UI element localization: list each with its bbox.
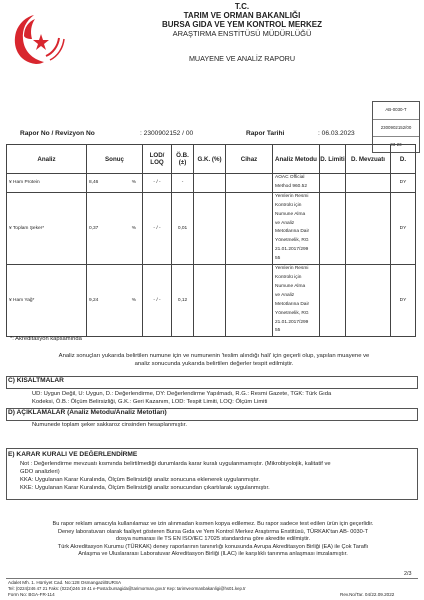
col-d: D.: [391, 145, 416, 174]
report-date-label: Rapor Tarihi: [246, 130, 285, 137]
method-line: Numune Alma: [275, 211, 306, 217]
header-ministry: TARIM VE ORMAN BAKANLIĞI: [183, 11, 301, 20]
accreditation-note: *: Akreditasyon kapsamında: [10, 336, 82, 342]
section-c-body: [32, 390, 331, 406]
decision-rule-line: KKA: Uygulanan Karar Kuralında, Ölçüm Belirsizliği analiz sonucuna eklenerek uygulanmıştır.: [20, 477, 261, 483]
gk-cell: [194, 174, 226, 193]
footer-divider: [6, 578, 418, 579]
section-e-body: [20, 460, 331, 492]
footer-contact: Tel: (0224)246 47 21 Faks: (0224)246 19 41 e-Posta:bursagida@tarimorman.gov.tr Kep: tarimveormanbakanligi@hs01.kep.tr: [8, 586, 246, 591]
section-e-title: E) KARAR KURALI VE DEĞERLENDİRME: [8, 451, 138, 458]
limit-cell: [320, 192, 346, 264]
results-note-line: analiz sonucunda yukarıda belirtilen değerler tespit edilmiştir.: [134, 361, 294, 367]
ob-cell: 0,12: [172, 265, 194, 337]
abbreviations-line: Kodeksi, Ö.B.: Ölçüm Belirsizliği, G.K.: Geri Kazanım, LOD: Tespit Limiti, LOQ: Ölçüm Limiti: [32, 399, 268, 405]
method-line: Yönetmelik, RG: [275, 310, 309, 316]
cihaz-cell: [226, 265, 273, 337]
col-gk: G.K. (%): [194, 145, 226, 174]
results-table: [6, 144, 416, 337]
method-cell: [273, 192, 320, 264]
col-lod-loq: LOD/ LOQ: [143, 145, 172, 174]
stamp-date: 03-23: [390, 142, 402, 148]
results-note: [12, 352, 416, 368]
result-unit: %: [131, 225, 136, 231]
method-line: Yönetmelik, RG: [275, 238, 309, 244]
result-unit: %: [131, 298, 136, 304]
col-sonuc: Sonuç: [87, 145, 143, 174]
header-center: BURSA GIDA VE YEM KONTROL MERKEZ: [161, 20, 322, 29]
mevzuat-cell: [346, 265, 391, 337]
results-note-line: Analiz sonuçları yukarıda belirtilen numune için ve numunenin 'teslim alındığı hali' için geçerli olup, yapılan muayene ve: [58, 353, 370, 359]
method-line: Metotlarına Dair: [275, 229, 310, 235]
section-c-title-box: [6, 376, 418, 389]
col-ob: Ö.B. (±): [172, 145, 194, 174]
col-analiz: Analiz: [7, 145, 87, 174]
section-d-line: Numunede toplam şeker sakkaroz cinsinden hesaplanmıştır.: [32, 422, 187, 428]
closing-line: Türk Akreditasyon Kurumu (TÜRKAK) deney raporlarının tanınırlığı konusunda Avrupa Akreditasyon Birliği (EA) ile Çok Taraflı: [57, 543, 369, 550]
ob-cell: 0,01: [172, 192, 194, 264]
method-line: ve Analiz: [275, 220, 295, 226]
col-cihaz: Cihaz: [226, 145, 273, 174]
lod-loq-cell: - / -: [143, 174, 172, 193]
footer-revision: Rev.No/Tar. 04/22.09.2022: [340, 592, 395, 597]
header-institute: ARAŞTIRMA ENSTİTÜSÜ MÜDÜRLÜĞÜ: [172, 29, 312, 38]
decision-rule-line: GDO analizleri): [20, 469, 60, 475]
result-value: 0,37: [89, 225, 99, 231]
closing-statements: [8, 521, 418, 559]
table-row: [7, 192, 416, 264]
header-tc: T.C.: [234, 2, 250, 11]
method-line: Kontrolü için: [275, 202, 302, 208]
cihaz-cell: [226, 174, 273, 193]
analiz-cell: ¥ Ham Protein: [7, 174, 87, 193]
method-line: Metotlarına Dair: [275, 301, 310, 307]
gk-cell: [194, 192, 226, 264]
report-date-value: : 06.03.2023: [318, 130, 355, 137]
method-line: AOAC Official: [275, 175, 305, 180]
sonuc-cell: [87, 174, 143, 193]
closing-line: Deney laboratuvarı olarak faaliyet gösteren Bursa Gıda ve Yem Kontrol Merkez Araştırma Enstitüsü, TÜRKAK'tan AB- 0030-T: [57, 528, 368, 535]
result-unit: %: [131, 180, 136, 186]
stamp-code: AB-0030-T: [373, 102, 419, 120]
method-cell: [273, 265, 320, 337]
method-line: 55: [275, 256, 281, 262]
mevzuat-cell: [346, 192, 391, 264]
method-line: Method 960.52: [275, 183, 308, 189]
method-cell: [273, 174, 320, 193]
method-line: 21.01.2017/299: [275, 247, 309, 253]
abbreviations-line: UD: Uygun Değil, U: Uygun, D.: Değerlendirme, DY: Değerlendirme Yapılmadı, R.G.: Resmi Gazete, TGK: Türk Gıda: [32, 391, 332, 397]
table-header-row: [7, 145, 416, 174]
closing-line: Anlaşma ve Uluslararası Laboratuvar Akreditasyon Birliği (ILAC) ile karşılıklı tanınma anlaşması imzalamıştır.: [78, 551, 348, 558]
mevzuat-cell: [346, 174, 391, 193]
result-value: 8,46: [89, 180, 99, 186]
section-c-title: C) KISALTMALAR: [8, 377, 64, 384]
col-mevzuat: D. Mevzuatı: [346, 145, 391, 174]
limit-cell: [320, 265, 346, 337]
sonuc-cell: [87, 192, 143, 264]
analiz-cell: ¥ Ham Yağ*: [7, 265, 87, 337]
method-line: Numune Alma: [275, 283, 306, 289]
table-row: [7, 265, 416, 337]
footer-form-no: Form No: BGA-FR-114: [8, 592, 55, 597]
section-d-title: D) AÇIKLAMALAR (Analiz Metodu/Analiz Metotları): [8, 409, 167, 416]
lod-loq-cell: - / -: [143, 192, 172, 264]
cihaz-cell: [226, 192, 273, 264]
method-line: Kontrolü için: [275, 274, 302, 280]
method-line: 21.01.2017/299: [275, 319, 309, 325]
stamp-report-no: 2300902152/00: [373, 120, 419, 138]
gk-cell: [194, 265, 226, 337]
report-no-value: : 2300902152 / 00: [140, 130, 194, 137]
col-limit: D. Limiti: [320, 145, 346, 174]
closing-line: dosya numarası ile TS EN ISO/IEC 17025 standardına göre akredite edilmiştir.: [115, 536, 311, 543]
d-cell: DY: [391, 192, 416, 264]
method-line: ve Analiz: [275, 292, 295, 298]
col-analiz-metodu: Analiz Metodu: [273, 145, 320, 174]
d-cell: DY: [391, 174, 416, 193]
decision-rule-line: Not : Değerlendirme mevzuatı kısmında belirtilmediği durumlarda karar kuralı uygulanmamıştır. (Mikrobiyolojik, kalitatif ve: [20, 461, 331, 467]
report-title: MUAYENE VE ANALİZ RAPORU: [188, 54, 296, 63]
method-line: 55: [275, 328, 281, 334]
d-cell: DY: [391, 265, 416, 337]
method-line: Yemlerin Resmi: [275, 193, 309, 199]
analiz-cell: ¥ Toplam Şeker*: [7, 192, 87, 264]
footer-address: Adalet Mh. 1. Hürriyet Cad. No:128 Osmangazi/BURSA: [8, 580, 122, 585]
table-row: [7, 174, 416, 193]
result-value: 9,24: [89, 298, 99, 304]
lod-loq-cell: - / -: [143, 265, 172, 337]
page-number: 2/3: [404, 571, 412, 577]
limit-cell: [320, 174, 346, 193]
ob-cell: -: [172, 174, 194, 193]
closing-line: Bu rapor reklam amacıyla kullanılamaz ve izin alınmadan kısmen kopya edilemez. Bu rapor sadece test edilen ürün için geçerlidir.: [52, 521, 374, 527]
method-line: Yemlerin Resmi: [275, 266, 309, 272]
decision-rule-line: KKE: Uygulanan Karar Kuralında, Ölçüm Belirsizliği analiz sonucundan çıkartılarak uygulanmıştır.: [20, 485, 270, 491]
report-no-label: Rapor No / Revizyon No: [20, 130, 95, 137]
sonuc-cell: [87, 265, 143, 337]
